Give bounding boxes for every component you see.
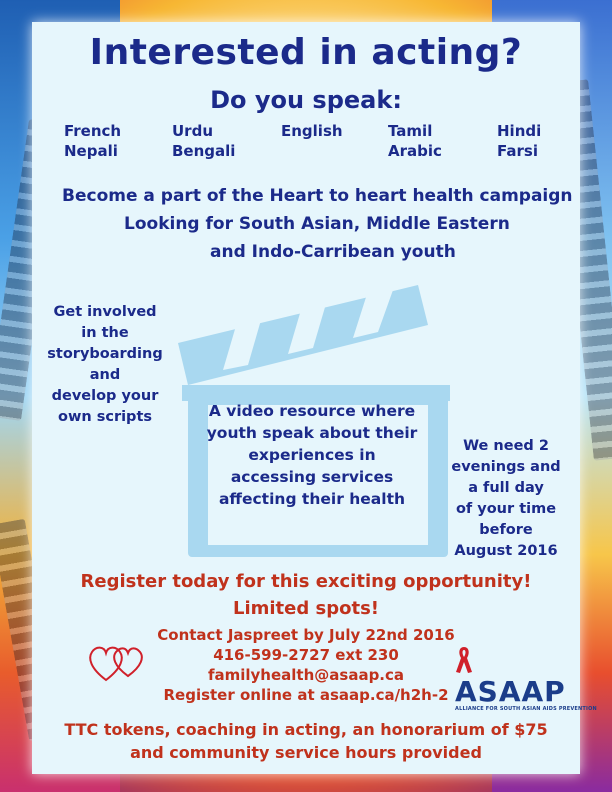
time-commitment-line: a full day [468, 480, 544, 496]
ribbon-icon [455, 645, 473, 675]
language-english: English [281, 122, 343, 140]
time-commitment-line: before [479, 522, 533, 538]
video-description-line: experiences in [248, 446, 376, 464]
involvement-line: in the [81, 325, 129, 341]
contact-line: Contact Jaspreet by July 22nd 2016 [157, 626, 455, 644]
language-urdu: Urdu [172, 122, 213, 140]
flyer-title: Interested in acting? [89, 32, 523, 73]
involvement-line: and [89, 367, 121, 383]
involvement-line: storyboarding [47, 346, 163, 362]
language-arabic: Arabic [388, 142, 442, 160]
asaap-name: ASAAP [455, 675, 566, 708]
asaap-logo [455, 645, 597, 712]
email-address: familyhealth@asaap.ca [207, 666, 405, 684]
language-column-3 [281, 121, 343, 141]
video-description [198, 400, 426, 510]
campaign-line-2: Looking for South Asian, Middle Eastern [124, 214, 510, 234]
video-description-line: accessing services [230, 468, 394, 486]
language-hindi: Hindi [497, 122, 542, 140]
flyer-subtitle: Do you speak: [210, 86, 402, 114]
video-description-line: affecting their health [218, 490, 406, 508]
time-commitment-line: evenings and [451, 459, 561, 475]
campaign-line-3: and Indo-Carribean youth [210, 242, 456, 262]
language-column-4 [388, 121, 442, 161]
involvement-line: develop your [51, 388, 159, 404]
campaign-line-1: Become a part of the Heart to heart health campaign [62, 186, 573, 206]
video-description-line: youth speak about their [206, 424, 418, 442]
language-bengali: Bengali [172, 142, 236, 160]
time-commitment-line: of your time [455, 501, 557, 517]
involvement-line: Get involved [53, 304, 157, 320]
time-commitment-text [446, 436, 566, 562]
language-column-1 [64, 121, 121, 161]
language-column-5 [497, 121, 541, 161]
involvement-line: own scripts [57, 409, 153, 425]
phone-number: 416-599-2727 ext 230 [213, 646, 399, 664]
benefits-line: and community service hours provided [130, 743, 482, 762]
benefits-line: TTC tokens, coaching in acting, an honorarium of $75 [64, 720, 548, 739]
involvement-text [40, 302, 170, 428]
register-headline: Register today for this exciting opportunity! [80, 571, 532, 592]
benefits-text [0, 718, 612, 764]
video-description-line: A video resource where [208, 402, 416, 420]
language-farsi: Farsi [497, 142, 538, 160]
time-commitment-line: August 2016 [454, 543, 558, 559]
hearts-icon [86, 640, 150, 686]
time-commitment-line: We need 2 [463, 438, 549, 454]
language-french: French [64, 122, 122, 140]
limited-spots: Limited spots! [232, 598, 380, 619]
language-column-2 [172, 121, 235, 161]
asaap-tagline: ALLIANCE FOR SOUTH ASIAN AIDS PREVENTION [455, 706, 597, 712]
language-tamil: Tamil [388, 122, 433, 140]
language-nepali: Nepali [64, 142, 118, 160]
register-online-link[interactable]: Register online at asaap.ca/h2h-2 [163, 686, 449, 704]
